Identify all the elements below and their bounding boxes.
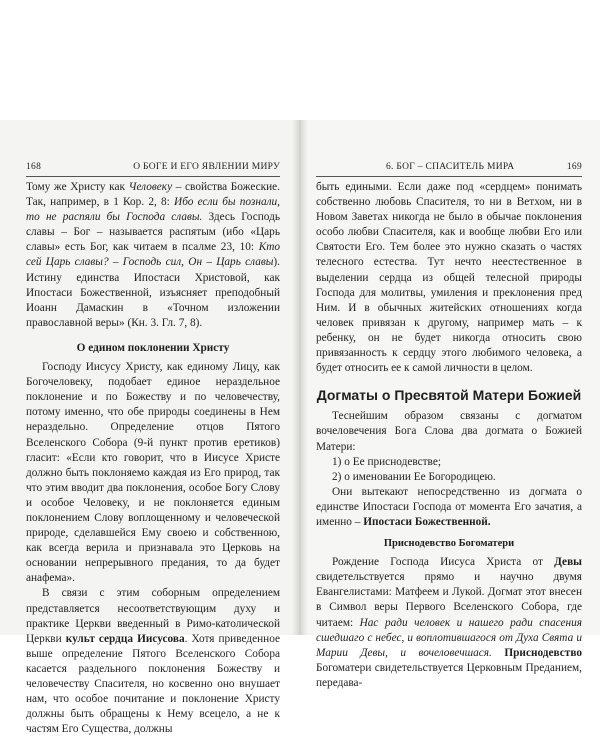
left-text-column (26, 180, 280, 737)
right-section-heading: Догматы о Пресвятой Матери Божией (316, 387, 582, 404)
right-page-number: 169 (566, 162, 582, 172)
right-paragraph-3: Они вытекают непосредственно из догмата о единстве Ипостаси Господа от момента Его зачатия, а именно – Ипостаси Божественной. (316, 485, 582, 528)
right-subheading: Приснодевство Богоматери (383, 538, 515, 550)
left-section-heading: О едином поклонении Христу (76, 341, 230, 354)
left-running-head (26, 160, 280, 174)
right-paragraph-2: Теснейшим образом связаны с догматом вочеловечения Бога Слова два догмата о Божией Матери: (316, 410, 582, 453)
right-list-item-2: 2) о именовании Ее Богородицею. (332, 470, 496, 483)
right-page (302, 120, 600, 689)
left-page-number: 168 (26, 162, 42, 172)
right-paragraph-1: быть едиными. Если даже под «сердцем» понимать собственно любовь Спасителя, то ни в Ветхом, ни в Новом Заветах никогда не было в обычае поклонения особо любви Спасителя, как и вообще любви Его или Святости Его. Тем более это нужно сказать о частях телесного естества. Тут нечто неестественное в выделении сердца из общей телесной природы Господа для молитвы, умиления и преклонения пред Ним. И в обычных житейских отношениях когда человек привязан к другому, например мать – к ребенку, он не будет никогда относить свою привязанность к сердцу этого любимого человека, а будет относить ее к самой личности в целом. (316, 181, 582, 375)
right-list-item-1: 1) о Ее приснодевстве; (332, 455, 441, 468)
right-text-column (316, 180, 582, 691)
left-running-title: О БОГЕ И ЕГО ЯВЛЕНИИ МИРУ (133, 162, 280, 172)
right-paragraph-4: Рождение Господа Иисуса Христа от Девы свидетельствуется прямо и научно двумя Евангелистами: Матфеем и Лукой. Догмат этот внесен в Символ веры Первого Вселенского Собора, где читаем: Нас ради человек и нашего ради спасения сшедшаго с небес, и воплотившагося от Духа Свята и Марии Девы, и вочеловечшася. Приснодевство Богоматери свидетельствуется Церковным Преданием, передава- (316, 556, 582, 689)
left-paragraph-1: Тому же Христу как Человеку – свойства Божеские. Так, например, в 1 Кор. 2, 8: Ибо если бы познали, то не распяли бы Господа славы. Здесь Господь славы – Бог – называется распятым (ибо «Царь славы» есть Бог, как читаем в псалме 23, 10: Кто сей Царь славы? – Господь сил, Он – Царь славы). Истину единства Ипостаси Христовой, как Ипостаси Божественной, изъясняет преподобный Иоанн Дамаскин в «Точном изложении православной веры» (Кн. 3. Гл. 7, 8). (26, 181, 280, 329)
left-paragraph-3: В связи с этим соборным определением представляется несоответствующим духу и практике Церкви введенный в Римо-католической Церкви культ сердца Иисусова. Хотя приведенное выше определение Пятого Вселенского Собора касается раздельного поклонения Божеству и человечеству Спасителя, но косвенно оно внушает нам, что особое почитание и поклонение Христу должны быть обращены к Нему всецело, а не к частям Его Существа, должны (26, 587, 280, 736)
right-running-title: 6. БОГ – СПАСИТЕЛЬ МИРА (386, 162, 515, 172)
book-spread (0, 120, 600, 736)
right-header-rule (316, 176, 582, 177)
left-header-rule (26, 176, 280, 177)
right-running-head (316, 160, 582, 174)
left-paragraph-2: Господу Иисусу Христу, как единому Лицу, как Богочеловеку, подобает единое нераздельное поклонение и по Божеству и по человечеству, потому именно, что обе природы соединены в Нем нераздельно. Определение отцов Пятого Вселенского Собора (9-й пункт против еретиков) гласит: «Если кто говорит, что в Иисусе Христе должно быть поклоняемо каждая из Его природ, так что этим вводит два поклонения, особое Богу Слову и особое Человеку, и не поклоняется единым поклонением Слову воплощенному и человеческой природе, сделавшейся Ему своею и собственною, как всегда верила и признавала это Церковь на основании непрерывного предания, то да будет анафема». (26, 361, 280, 585)
book-gutter (292, 120, 308, 635)
left-page (0, 120, 298, 736)
